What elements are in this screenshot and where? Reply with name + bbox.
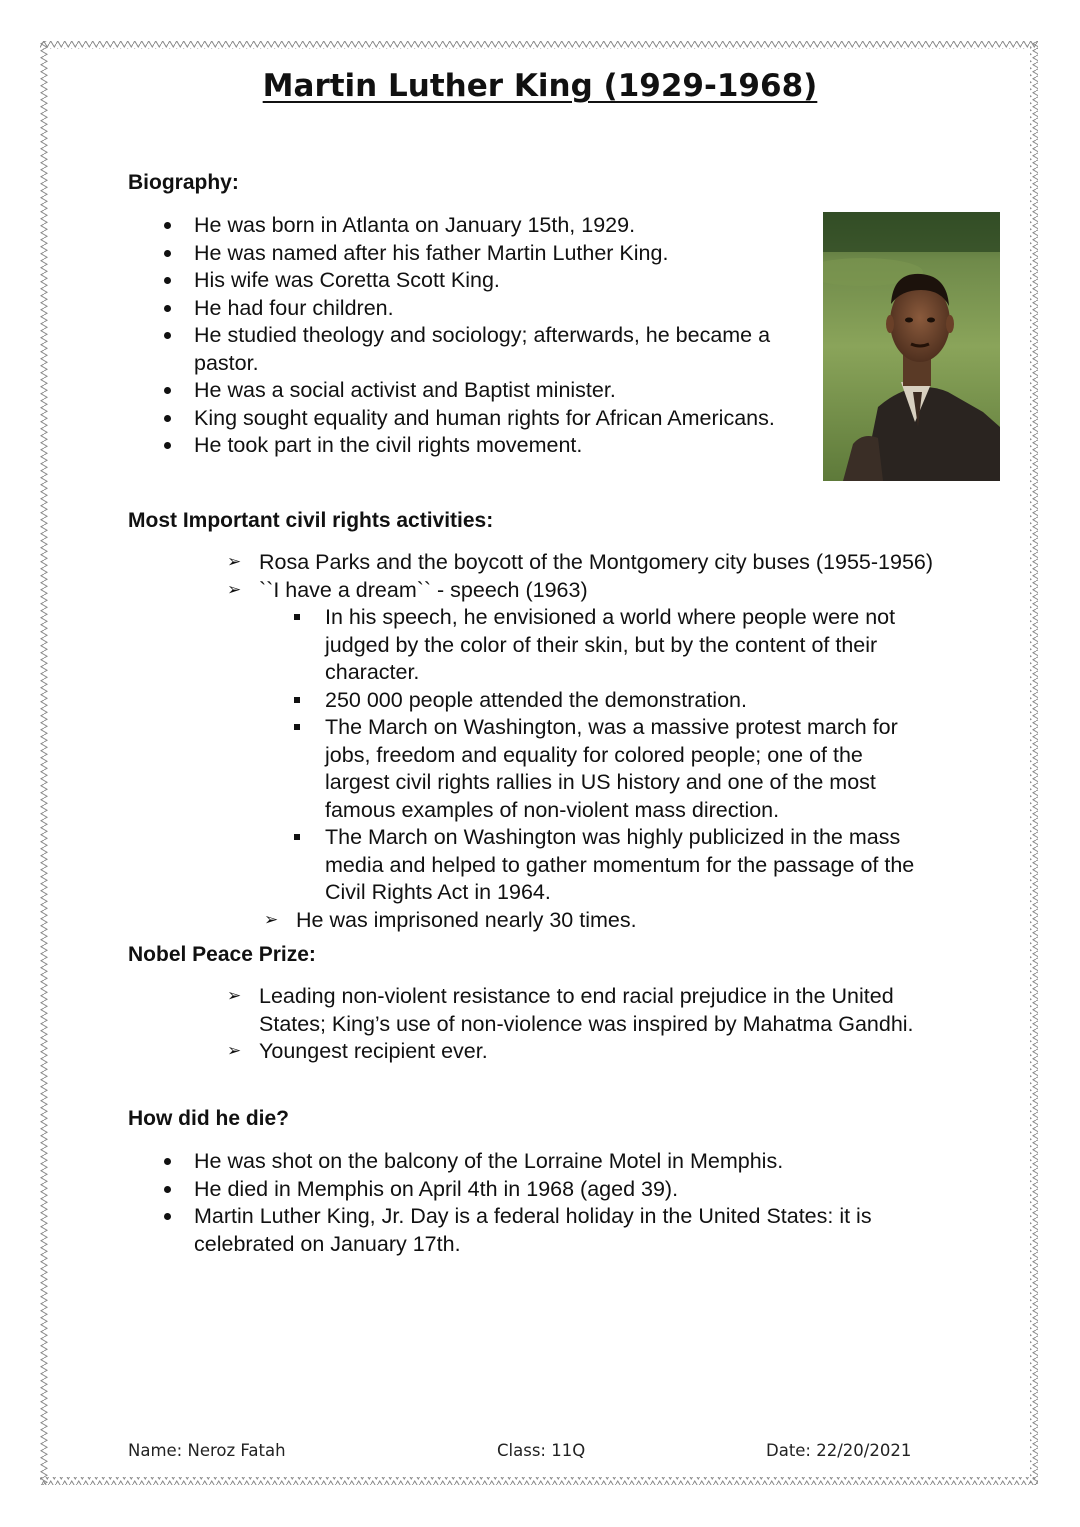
- list-item: He took part in the civil rights movement.: [128, 432, 828, 460]
- portrait-photo: [823, 212, 1000, 481]
- list-item: In his speech, he envisioned a world where people were not judged by the color of their skin, but by the content of their character.: [291, 604, 931, 687]
- nobel-heading: Nobel Peace Prize:: [128, 943, 316, 966]
- footer-class: Class: 11Q: [497, 1441, 586, 1460]
- list-item: ➢ He was imprisoned nearly 30 times.: [264, 907, 987, 935]
- list-item: ➢ Rosa Parks and the boycott of the Montgomery city buses (1955-1956): [227, 549, 987, 577]
- list-item: ➢ ``I have a dream`` - speech (1963): [227, 577, 987, 605]
- list-item: 250 000 people attended the demonstration.: [291, 687, 931, 715]
- footer-date: Date: 22/20/2021: [766, 1441, 912, 1460]
- list-item: King sought equality and human rights for African Americans.: [128, 405, 828, 433]
- list-item: ➢ Youngest recipient ever.: [227, 1038, 947, 1066]
- list-item: He was shot on the balcony of the Lorraine Motel in Memphis.: [128, 1148, 888, 1176]
- list-item: He was born in Atlanta on January 15th, 1929.: [128, 212, 828, 240]
- list-item: He had four children.: [128, 295, 828, 323]
- activities-section: [227, 549, 987, 934]
- activities-heading: Most Important civil rights activities:: [128, 509, 494, 532]
- page-title: Martin Luther King (1929-1968): [262, 68, 818, 104]
- biography-list: [128, 212, 828, 460]
- activities-list-end: [264, 907, 987, 935]
- list-item: He died in Memphis on April 4th in 1968 (aged 39).: [128, 1176, 888, 1204]
- nobel-list: [227, 983, 947, 1066]
- list-item: His wife was Coretta Scott King.: [128, 267, 828, 295]
- death-heading: How did he die?: [128, 1107, 289, 1130]
- list-item: Martin Luther King, Jr. Day is a federal holiday in the United States: it is celebrated on January 17th.: [128, 1203, 888, 1258]
- death-list: [128, 1148, 888, 1258]
- list-item: The March on Washington was highly publicized in the mass media and helped to gather momentum for the passage of the Civil Rights Act in 1964.: [291, 824, 931, 907]
- biography-heading: Biography:: [128, 171, 239, 194]
- list-item: He was named after his father Martin Luther King.: [128, 240, 828, 268]
- list-item: He was a social activist and Baptist minister.: [128, 377, 828, 405]
- list-item: He studied theology and sociology; afterwards, he became a pastor.: [128, 322, 794, 377]
- speech-details-list: [291, 604, 931, 907]
- footer-name: Name: Neroz Fatah: [128, 1441, 286, 1460]
- list-item: The March on Washington, was a massive protest march for jobs, freedom and equality for colored people; one of the largest civil rights rallies in US history and one of the most famous examples of non-violent mass direction.: [291, 714, 931, 824]
- list-item: ➢ Leading non-violent resistance to end racial prejudice in the United States; King’s use of non-violence was inspired by Mahatma Gandhi.: [227, 983, 947, 1038]
- activities-list: [227, 549, 987, 604]
